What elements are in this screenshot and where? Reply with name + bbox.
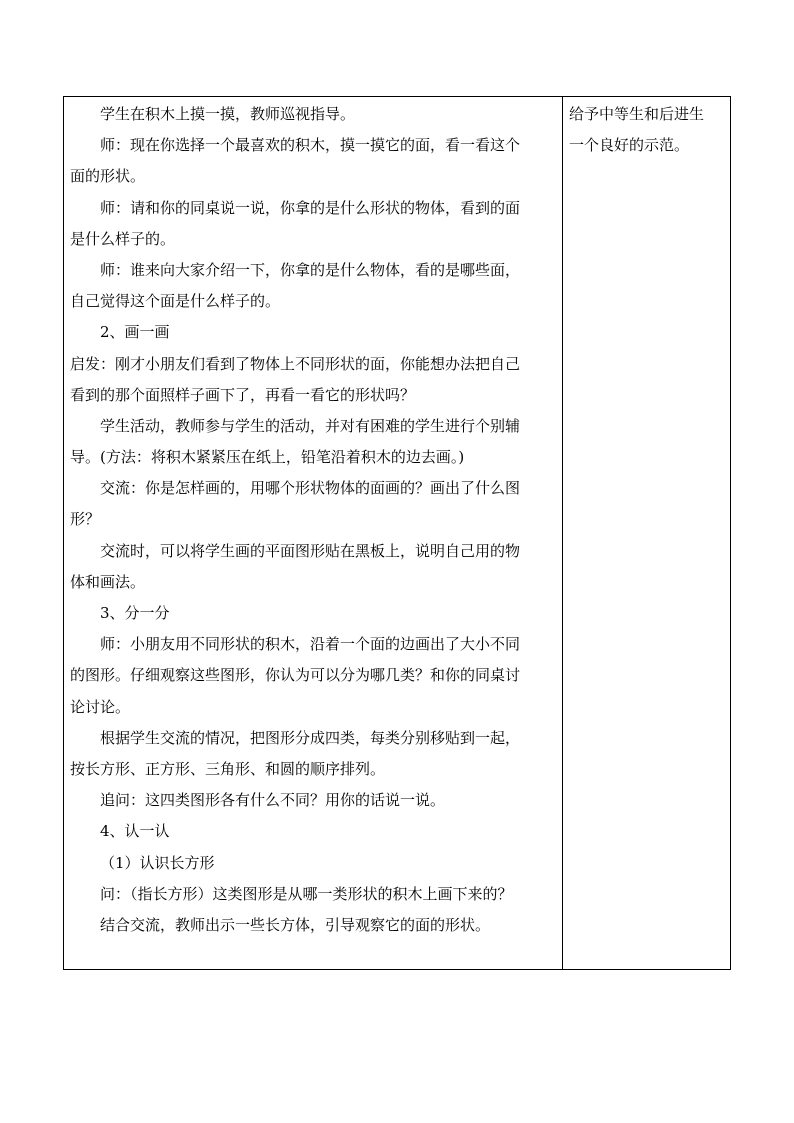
lesson-text-line: 交流：你是怎样画的，用哪个形状物体的面画的？画出了什么图 [100, 479, 521, 498]
lesson-text-line: 师：小朋友用不同形状的积木，沿着一个面的边画出了大小不同 [100, 635, 521, 654]
lesson-text-line: 的图形。仔细观察这些图形，你认为可以分为哪几类？和你的同桌讨 [70, 666, 521, 685]
lesson-content-cell [64, 97, 563, 969]
lesson-text-line: 师：请和你的同桌说一说，你拿的是什么形状的物体，看到的面 [100, 198, 521, 217]
lesson-text-line: 结合交流，教师出示一些长方体，引导观察它的面的形状。 [100, 915, 491, 934]
lesson-text-line: 论讨论。 [70, 697, 131, 716]
lesson-text-line: （1）认识长方形 [100, 853, 215, 872]
note-text-line: 给予中等生和后进生 [569, 105, 705, 123]
lesson-text-line: 交流时，可以将学生画的平面图形贴在黑板上，说明自己用的物 [100, 541, 521, 560]
lesson-text-line: 问：（指长方形）这类图形是从哪一类形状的积木上画下来的？ [100, 884, 513, 903]
lesson-text-line: 看到的那个面照样子画下了，再看一看它的形状吗？ [70, 385, 416, 404]
lesson-text-line: 4、认一认 [100, 822, 170, 841]
lesson-text-line: 师：谁来向大家介绍一下，你拿的是什么物体，看的是哪些面， [100, 260, 521, 279]
lesson-text-line: 学生在积木上摸一摸，教师巡视指导。 [100, 105, 356, 123]
teaching-note-cell [563, 97, 730, 969]
lesson-text-line: 按长方形、正方形、三角形、和圆的顺序排列。 [70, 759, 386, 778]
lesson-text-line: 启发：刚才小朋友们看到了物体上不同形状的面，你能想办法把自己 [70, 354, 521, 373]
lesson-text-line: 师：现在你选择一个最喜欢的积木，摸一摸它的面，看一看这个 [100, 136, 521, 155]
note-text-line: 一个良好的示范。 [569, 136, 690, 155]
lesson-text-line: 体和画法。 [70, 572, 146, 591]
lesson-text-line: 3、分一分 [100, 604, 170, 622]
lesson-table [63, 96, 731, 970]
lesson-text-line: 面的形状。 [70, 167, 146, 186]
lesson-text-line: 导。(方法：将积木紧紧压在纸上，铅笔沿着积木的边去画。) [70, 448, 465, 467]
lesson-text-line: 2、画一画 [100, 323, 170, 342]
lesson-text-line: 是什么样子的。 [70, 229, 176, 248]
lesson-text-line: 形？ [70, 510, 101, 529]
lesson-text-line: 学生活动，教师参与学生的活动，并对有困难的学生进行个别辅 [100, 416, 521, 435]
lesson-text-line: 自己觉得这个面是什么样子的。 [70, 292, 281, 311]
lesson-text-line: 根据学生交流的情况，把图形分成四类，每类分别移贴到一起， [100, 728, 521, 747]
lesson-text-line: 追问：这四类图形各有什么不同？用你的话说一说。 [100, 791, 446, 810]
